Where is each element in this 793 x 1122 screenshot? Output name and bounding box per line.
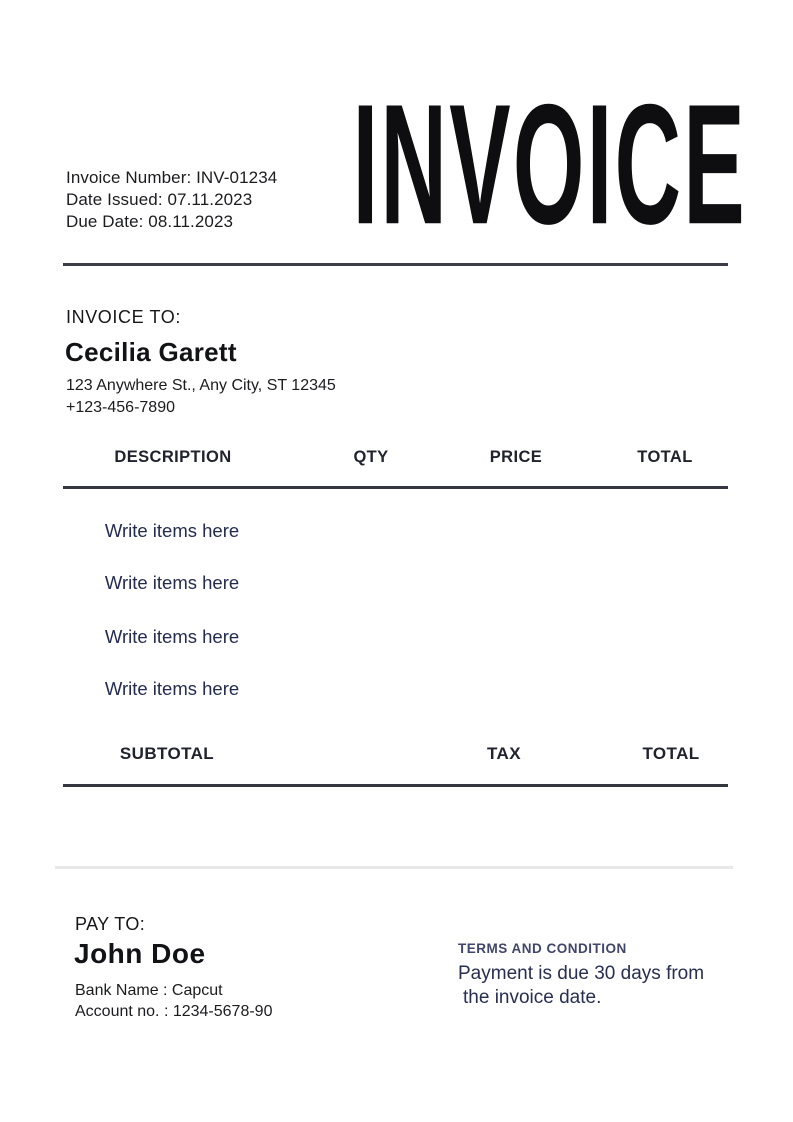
item-description-placeholder[interactable]: Write items here [104, 520, 240, 541]
invoice-title: INVOICE [352, 70, 747, 261]
subtotal-label: SUBTOTAL [119, 744, 215, 763]
customer-address-block [66, 375, 336, 418]
column-header-price: PRICE [489, 448, 543, 466]
footer-divider [55, 866, 733, 869]
customer-address: 123 Anywhere St., Any City, ST 12345 [66, 377, 336, 394]
invoice-to-label: INVOICE TO: [66, 307, 181, 327]
invoice-number: Invoice Number: INV-01234 [66, 168, 278, 187]
terms-line-1: Payment is due 30 days from [458, 963, 705, 984]
invoice-meta [66, 167, 277, 233]
customer-phone: +123-456-7890 [66, 398, 175, 416]
customer-name: Cecilia Garett [65, 337, 237, 367]
terms-body [458, 962, 704, 1009]
pay-to-label: PAY TO: [75, 914, 146, 934]
item-description-placeholder[interactable]: Write items here [104, 626, 240, 647]
column-header-qty: QTY [353, 448, 389, 466]
payee-bank-block [75, 980, 272, 1022]
date-issued: Date Issued: 07.11.2023 [66, 190, 253, 209]
column-header-total: TOTAL [637, 448, 693, 466]
tax-label: TAX [487, 744, 521, 763]
item-description-placeholder[interactable]: Write items here [104, 678, 240, 699]
total-label: TOTAL [642, 744, 700, 763]
summary-divider [63, 784, 728, 787]
terms-line-2: the invoice date. [463, 986, 602, 1008]
bank-name: Bank Name : Capcut [75, 982, 223, 999]
table-header-divider [63, 486, 728, 489]
terms-heading: TERMS AND CONDITION [458, 941, 627, 956]
due-date: Due Date: 08.11.2023 [66, 212, 234, 231]
header-divider [63, 263, 728, 266]
payee-name: John Doe [74, 938, 206, 969]
account-number: Account no. : 1234-5678-90 [75, 1003, 273, 1020]
column-header-description: DESCRIPTION [114, 448, 232, 466]
item-description-placeholder[interactable]: Write items here [104, 572, 240, 593]
